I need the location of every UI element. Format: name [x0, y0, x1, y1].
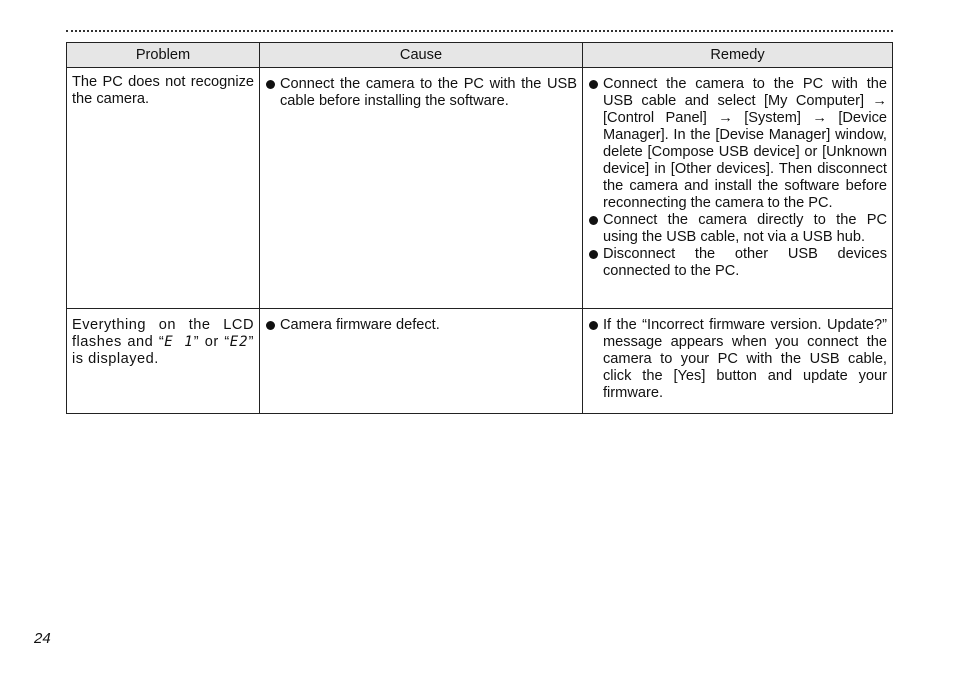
remedy-item: Connect the camera directly to the PC using the USB cable, not via a USB hub. [588, 212, 887, 246]
top-dotted-rule [66, 30, 893, 32]
problem-text-suffix: ” is displayed. [72, 334, 254, 367]
remedy-cell [583, 68, 893, 309]
problem-text: The PC does not recognize the camera. [72, 74, 254, 107]
cause-cell [260, 309, 583, 414]
table-row [67, 68, 893, 309]
problem-text-prefix: Everything on the LCD flashes and “ [72, 317, 254, 350]
remedy-item: Disconnect the other USB devices connected to the PC. [588, 246, 887, 280]
cause-list [265, 317, 577, 334]
problem-cell [67, 68, 260, 309]
header-cause: Cause [260, 43, 583, 68]
problem-text-mid: ” or “ [193, 334, 230, 350]
remedy-list [588, 317, 887, 402]
table-row [67, 309, 893, 414]
cause-cell [260, 68, 583, 309]
page-number: 24 [34, 630, 51, 647]
header-remedy: Remedy [583, 43, 893, 68]
cause-item: Connect the camera to the PC with the USB cable before installing the software. [265, 76, 577, 110]
cause-item: Camera firmware defect. [265, 317, 577, 334]
table-header-row [67, 43, 893, 68]
remedy-list [588, 76, 887, 280]
lcd-error-code-e1: E 1 [164, 334, 194, 350]
troubleshooting-table [66, 42, 893, 414]
cause-list [265, 76, 577, 110]
remedy-item: If the “Incorrect firmware version. Update?” message appears when you connect the camera to your PC with the USB cable, click the [Yes] button and update your firmware. [588, 317, 887, 402]
remedy-item: Connect the camera to the PC with the USB cable and select [My Computer] → [Control Panel] → [System] → [Device Manager]. In the [Devise Manager] window, delete [Compose USB device] or [Unknown device] in [Other devices]. Then disconnect the camera and install the software before reconnecting the camera to the PC. [588, 76, 887, 212]
lcd-error-code-e2: E2 [229, 334, 249, 350]
header-problem: Problem [67, 43, 260, 68]
remedy-cell [583, 309, 893, 414]
problem-cell [67, 309, 260, 414]
